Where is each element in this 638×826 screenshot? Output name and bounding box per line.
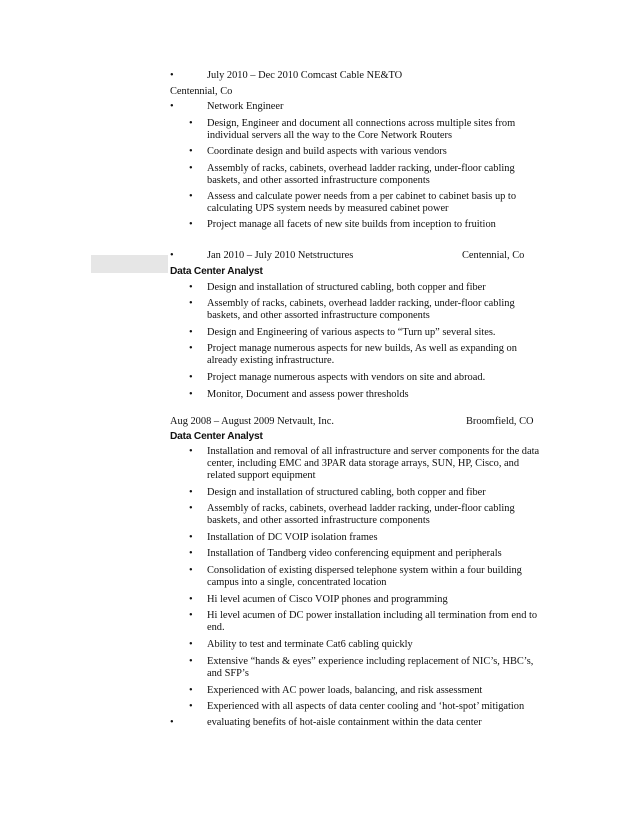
bullet: • (189, 503, 193, 514)
list-item-line: Consolidation of existing dispersed telephone system within a four building (207, 565, 522, 576)
bullet: • (189, 146, 193, 157)
list-item-line: Installation of DC VOIP isolation frames (207, 532, 378, 543)
list-item-line: baskets, and other assorted infrastructure components (207, 175, 430, 186)
job2-location: Centennial, Co (462, 250, 525, 261)
job1-location: Centennial, Co (170, 86, 233, 97)
bullet: • (189, 118, 193, 129)
list-item-line: Assembly of racks, cabinets, overhead ladder racking, under-floor cabling (207, 163, 515, 174)
list-item-line: end. (207, 622, 225, 633)
bullet: • (189, 610, 193, 621)
bullet: • (170, 250, 174, 261)
list-item-line: calculating UPS system needs by measured cabinet power (207, 203, 449, 214)
list-item-line: individual servers all the way to the Core Network Routers (207, 130, 452, 141)
bullet: • (189, 298, 193, 309)
list-item-line: already existing infrastructure. (207, 355, 335, 366)
list-item-line: and SFP’s (207, 668, 249, 679)
list-item-line: Monitor, Document and assess power thresholds (207, 389, 409, 400)
bullet: • (170, 101, 174, 112)
bullet: • (189, 594, 193, 605)
list-item-line: Project manage numerous aspects for new builds, As well as expanding on (207, 343, 517, 354)
bullet: • (189, 372, 193, 383)
job3-title: Data Center Analyst (170, 431, 263, 442)
job3-header: Aug 2008 – August 2009 Netvault, Inc. (170, 416, 334, 427)
bullet: • (189, 163, 193, 174)
bullet: • (189, 389, 193, 400)
bullet: • (189, 639, 193, 650)
bullet: • (170, 70, 174, 81)
bullet: • (189, 327, 193, 338)
list-item-line: Design, Engineer and document all connections across multiple sites from (207, 118, 516, 129)
bullet: • (189, 532, 193, 543)
job1-header: July 2010 – Dec 2010 Comcast Cable NE&TO (207, 70, 403, 81)
list-item-line: Hi level acumen of DC power installation including all termination from end to (207, 610, 538, 621)
job2-title: Data Center Analyst (170, 266, 263, 277)
list-item-line: baskets, and other assorted infrastructure components (207, 515, 430, 526)
bullet: • (189, 343, 193, 354)
list-item-line: Assembly of racks, cabinets, overhead ladder racking, under-floor cabling (207, 298, 515, 309)
list-item-line: Assess and calculate power needs from a per cabinet to cabinet basis up to (207, 191, 517, 202)
job3-location: Broomfield, CO (466, 416, 534, 427)
list-item-line: baskets, and other assorted infrastructure components (207, 310, 430, 321)
list-item-line: campus into a single, concentrated location (207, 577, 387, 588)
list-item-line: Design and installation of structured cabling, both copper and fiber (207, 487, 486, 498)
job1-role: Network Engineer (207, 101, 284, 112)
list-item-line: Project manage numerous aspects with vendors on site and abroad. (207, 372, 486, 383)
bullet: • (189, 191, 193, 202)
bullet: • (189, 656, 193, 667)
list-item-line: Ability to test and terminate Cat6 cabling quickly (207, 639, 413, 650)
highlight-block (91, 255, 168, 273)
list-item-line: Coordinate design and build aspects with various vendors (207, 146, 447, 157)
list-item-line: Assembly of racks, cabinets, overhead ladder racking, under-floor cabling (207, 503, 515, 514)
list-item-line: Experienced with all aspects of data center cooling and ‘hot-spot’ mitigation (207, 701, 525, 712)
list-item-line: Design and installation of structured cabling, both copper and fiber (207, 282, 486, 293)
bullet: • (189, 685, 193, 696)
bullet: • (189, 487, 193, 498)
bullet: • (189, 548, 193, 559)
list-item-line: evaluating benefits of hot-aisle containment within the data center (207, 717, 482, 728)
bullet: • (189, 446, 193, 457)
bullet: • (189, 565, 193, 576)
list-item-line: Experienced with AC power loads, balancing, and risk assessment (207, 685, 483, 696)
list-item-line: related support equipment (207, 470, 316, 481)
bullet: • (189, 282, 193, 293)
list-item-line: Project manage all facets of new site builds from inception to fruition (207, 219, 496, 230)
list-item-line: Design and Engineering of various aspects to “Turn up” several sites. (207, 327, 496, 338)
bullet: • (189, 701, 193, 712)
list-item-line: Installation of Tandberg video conferencing equipment and peripherals (207, 548, 502, 559)
bullet: • (170, 717, 174, 728)
list-item-line: Extensive “hands & eyes” experience including replacement of NIC’s, HBC’s, (207, 656, 534, 667)
list-item-line: center, including EMC and 3PAR data storage arrays, SUN, HP, Cisco, and (207, 458, 520, 469)
list-item-line: Hi level acumen of Cisco VOIP phones and programming (207, 594, 448, 605)
list-item-line: Installation and removal of all infrastructure and server components for the data (207, 446, 540, 457)
bullet: • (189, 219, 193, 230)
job2-header: Jan 2010 – July 2010 Netstructures (207, 250, 354, 261)
